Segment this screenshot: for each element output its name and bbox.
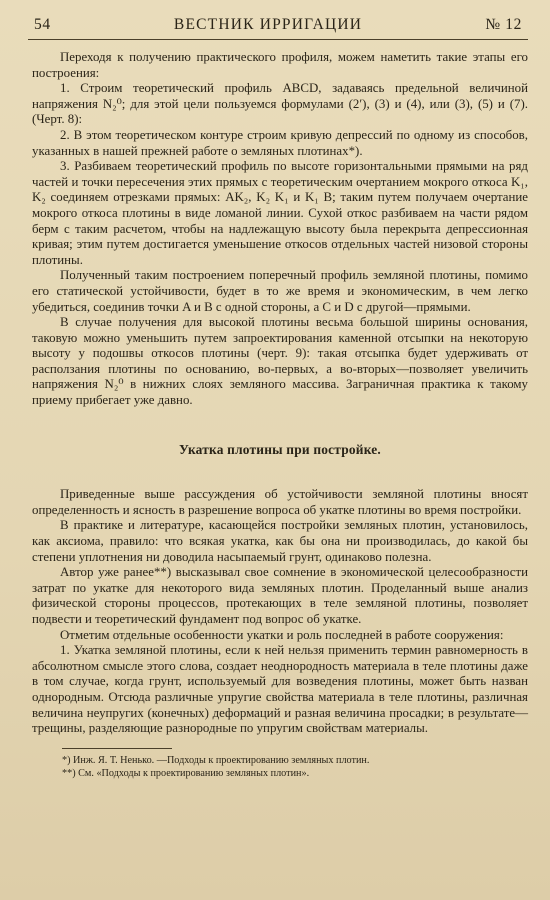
paragraph: 3. Разбиваем теоретический профиль по высоте горизонтальными прямыми на ряд частей и точки пересечения этих прямых с теоретическим очертанием мокрого откоса K₁, K₂ соединяем отрезками прямых: AK₂, K₂ K₁ и K₁ B; таким путем получаем очертание мокрого откоса плотины в виде ломаной линии. Сухой откос разбиваем на части рядом берм с таким расчетом, чтобы на надлежащую высоту была перекрыта депрессионная кривая; этим путем достигается уменьшение откосов отдельных частей низовой стороны плотины. <box>32 159 528 267</box>
page-number: 54 <box>34 16 51 33</box>
paragraph: 1. Укатка земляной плотины, если к ней нельзя применить термин равномерность в абсолютном смысле этого слова, создает неоднородность материала в теле плотины даже в том случае, когда грунт, используемый для возведения плотины, может быть назван однородным. Отсюда различные упругие свойства материала в теле плотины, различная величина неупругих (конечных) деформаций и разная величина просадки; в результате—трещины, разделяющие разнородные по упругим свойствам материалы. <box>32 643 528 736</box>
footnote-rule <box>62 748 172 749</box>
footnotes <box>28 754 528 780</box>
issue-number: № 12 <box>485 16 522 33</box>
paragraph: В случае получения для высокой плотины весьма большой ширины основания, таковую можно уменьшить путем запроектирования каменной отсыпки на некоторую высоту у подошвы откосов плотины (черт. 9): такая отсыпка будет удерживать от расползания плотины по основанию, во-первых, а во-вторых—позволяет увеличить напряжения N₂⁰ в нижних слоях земляного массива. Заграничная практика к такому приему прибегает уже давно. <box>32 315 528 408</box>
journal-title: ВЕСТНИК ИРРИГАЦИИ <box>173 16 363 33</box>
paragraph: В практике и литературе, касающейся постройки земляных плотин, установилось, как аксиома, правило: что всякая укатка, как бы она ни производилась, до какой бы степени уплотнения ни доводила насыпаемый грунт, одинаково полезна. <box>32 518 528 564</box>
header-rule <box>28 39 528 40</box>
paragraph: Переходя к получению практического профиля, можем наметить такие этапы его построения: <box>32 50 528 80</box>
paragraph: 1. Строим теоретический профиль ABCD, задаваясь предельной величиной напряжения N₂⁰; для этой цели пользуемся формулами (2′), (3) и (4), или (3), (5) и (7). (Черт. 8): <box>32 81 528 127</box>
paragraph: Полученный таким построением поперечный профиль земляной плотины, помимо его статической устойчивости, будет в то же время и экономическим, в чем легко убедиться, соединив точки A и B с одной стороны, а C и D с другой—прямыми. <box>32 268 528 314</box>
paragraph: Отметим отдельные особенности укатки и роль последней в работе сооружения: <box>60 627 504 642</box>
paragraph: Приведенные выше рассуждения об устойчивости земляной плотины вносят определенность и ясность в разрешение вопроса об укатке плотины во время постройки. <box>32 487 528 517</box>
paragraph: 2. В этом теоретическом контуре строим кривую депрессий по одному из способов, указанных в нашей прежней работе о земляных плотинах*). <box>32 127 528 158</box>
paragraph: Автор уже ранее**) высказывал свое сомнение в экономической целесообразности затрат по укатке для некоторого вида земляных плотин. Проделанный выше анализ физической стороны процессов, протекающих в теле земляной плотины, позволяет подвести и теоретический фундамент под вопрос об укатке. <box>32 565 528 626</box>
page-header <box>28 16 528 34</box>
footnote: *) Инж. Я. Т. Ненько. —Подходы к проектированию земляных плотин. <box>62 754 370 766</box>
footnote: **) См. «Подходы к проектированию земляных плотин». <box>62 767 310 779</box>
article-body <box>28 50 528 737</box>
section-title: Укатка плотины при постройке. <box>179 441 381 457</box>
